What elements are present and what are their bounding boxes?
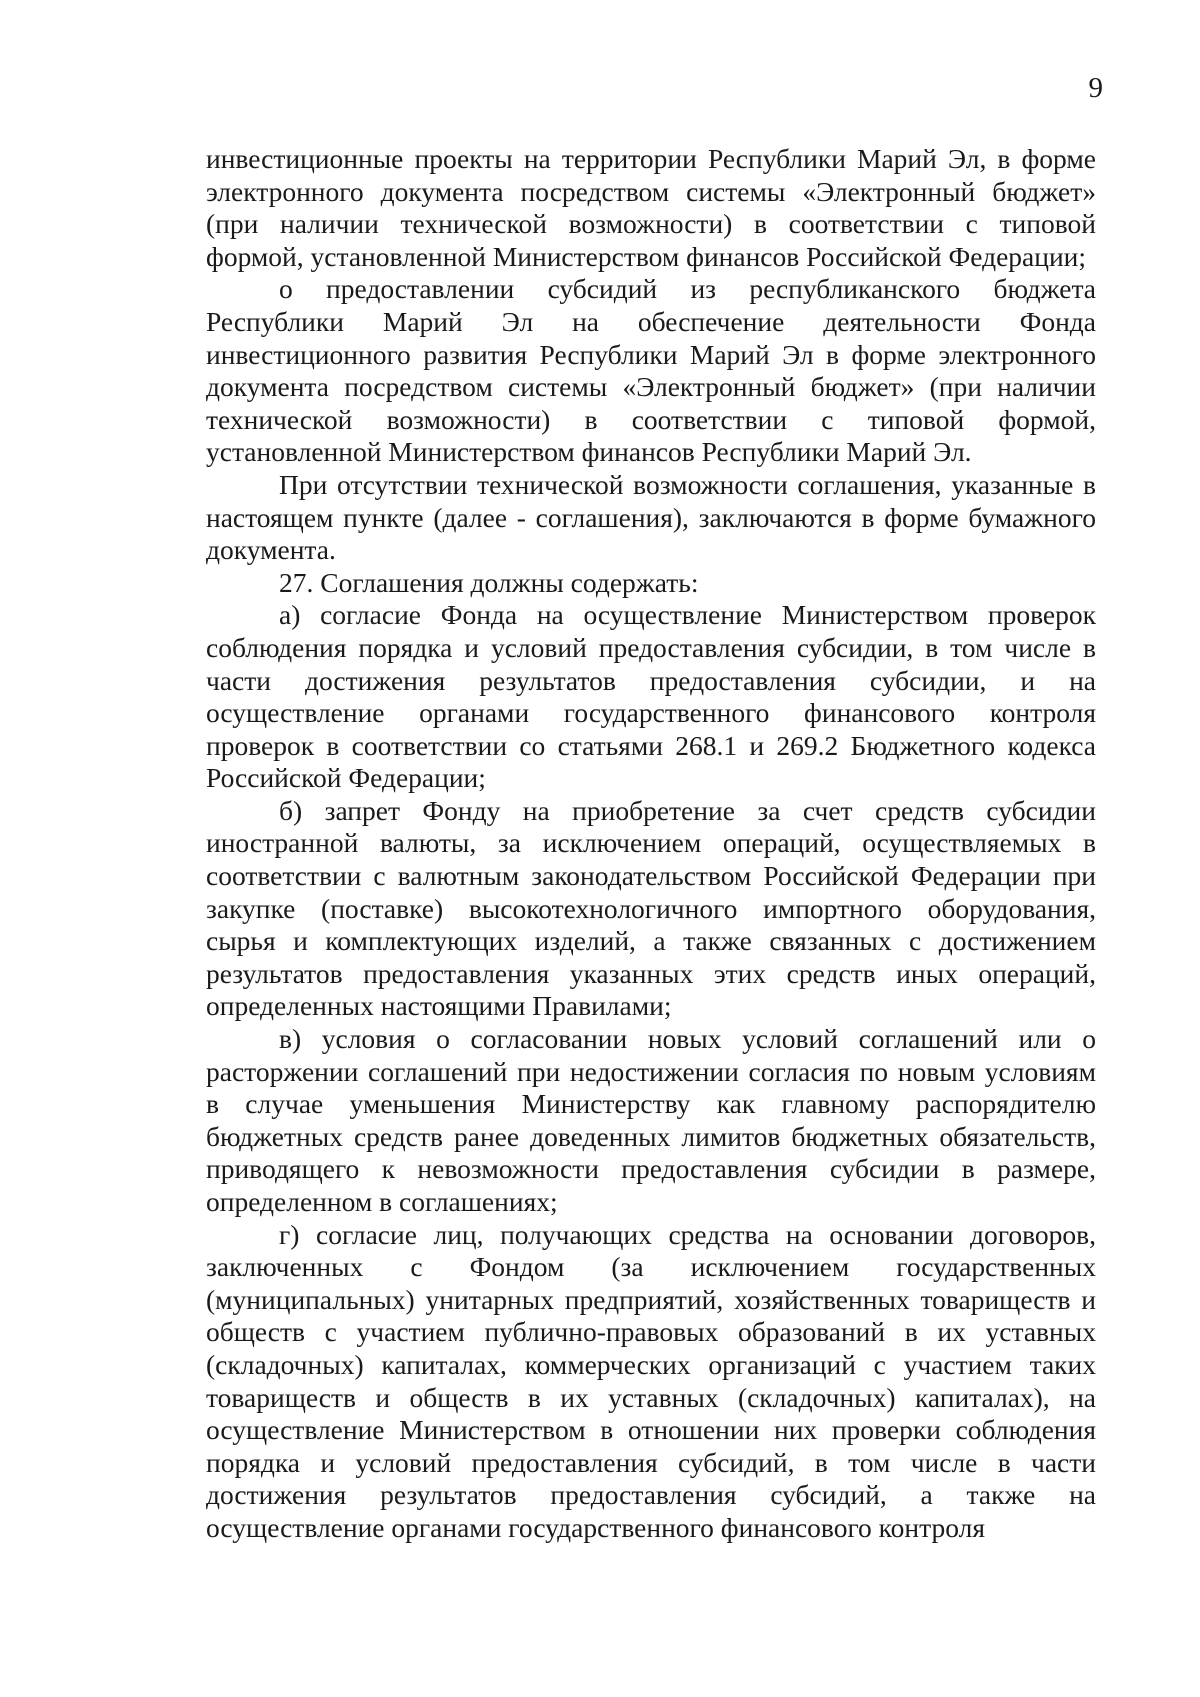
paragraph-item-a: а) согласие Фонда на осуществление Министерством проверок соблюдения порядка и условий предоставления субсидии, в том числе в части достижения результатов предоставления субсидии, и на осуществление органами государственного финансового контроля проверок в соответствии со статьями 268.1 и 269.2 Бюджетного кодекса Российской Федерации; <box>206 599 1096 794</box>
paragraph-subsidy-agreement: о предоставлении субсидий из республиканского бюджета Республики Марий Эл на обеспечение деятельности Фонда инвестиционного развития Республики Марий Эл в форме электронного документа посредством системы «Электронный бюджет» (при наличии технической возможности) в соответствии с типовой формой, установленной Министерством финансов Республики Марий Эл. <box>206 273 1096 468</box>
document-body <box>206 143 1096 1545</box>
paragraph-continuation: инвестиционные проекты на территории Республики Марий Эл, в форме электронного документа посредством системы «Электронный бюджет» (при наличии технической возможности) в соответствии с типовой формой, установленной Министерством финансов Российской Федерации; <box>206 143 1096 272</box>
paragraph-item-g: г) согласие лиц, получающих средства на основании договоров, заключенных с Фондом (за исключением государственных (муниципальных) унитарных предприятий, хозяйственных товариществ и обществ с участием публично-правовых образований в их уставных (складочных) капиталах, коммерческих организаций с участием таких товариществ и обществ в их уставных (складочных) капиталах), на осуществление Министерством в отношении них проверки соблюдения порядка и условий предоставления субсидий, в том числе в части достижения результатов предоставления субсидий, а также на осуществление органами государственного финансового контроля <box>206 1218 1096 1543</box>
paragraph-clause-27: 27. Соглашения должны содержать: <box>279 566 699 598</box>
paragraph-paper-form: При отсутствии технической возможности соглашения, указанные в настоящем пункте (далее - соглашения), заключаются в форме бумажного документа. <box>206 468 1096 566</box>
paragraph-item-b: б) запрет Фонду на приобретение за счет средств субсидии иностранной валюты, за исключением операций, осуществляемых в соответствии с валютным законодательством Российской Федерации при закупке (поставке) высокотехнологичного импортного оборудования, сырья и комплектующих изделий, а также связанных с достижением результатов предоставления указанных этих средств иных операций, определенных настоящими Правилами; <box>206 794 1096 1022</box>
paragraph-item-v: в) условия о согласовании новых условий соглашений или о расторжении соглашений при недостижении согласия по новым условиям в случае уменьшения Министерству как главному распорядителю бюджетных средств ранее доведенных лимитов бюджетных обязательств, приводящего к невозможности предоставления субсидии в размере, определенном в соглашениях; <box>206 1023 1096 1217</box>
page-number: 9 <box>1088 72 1103 104</box>
